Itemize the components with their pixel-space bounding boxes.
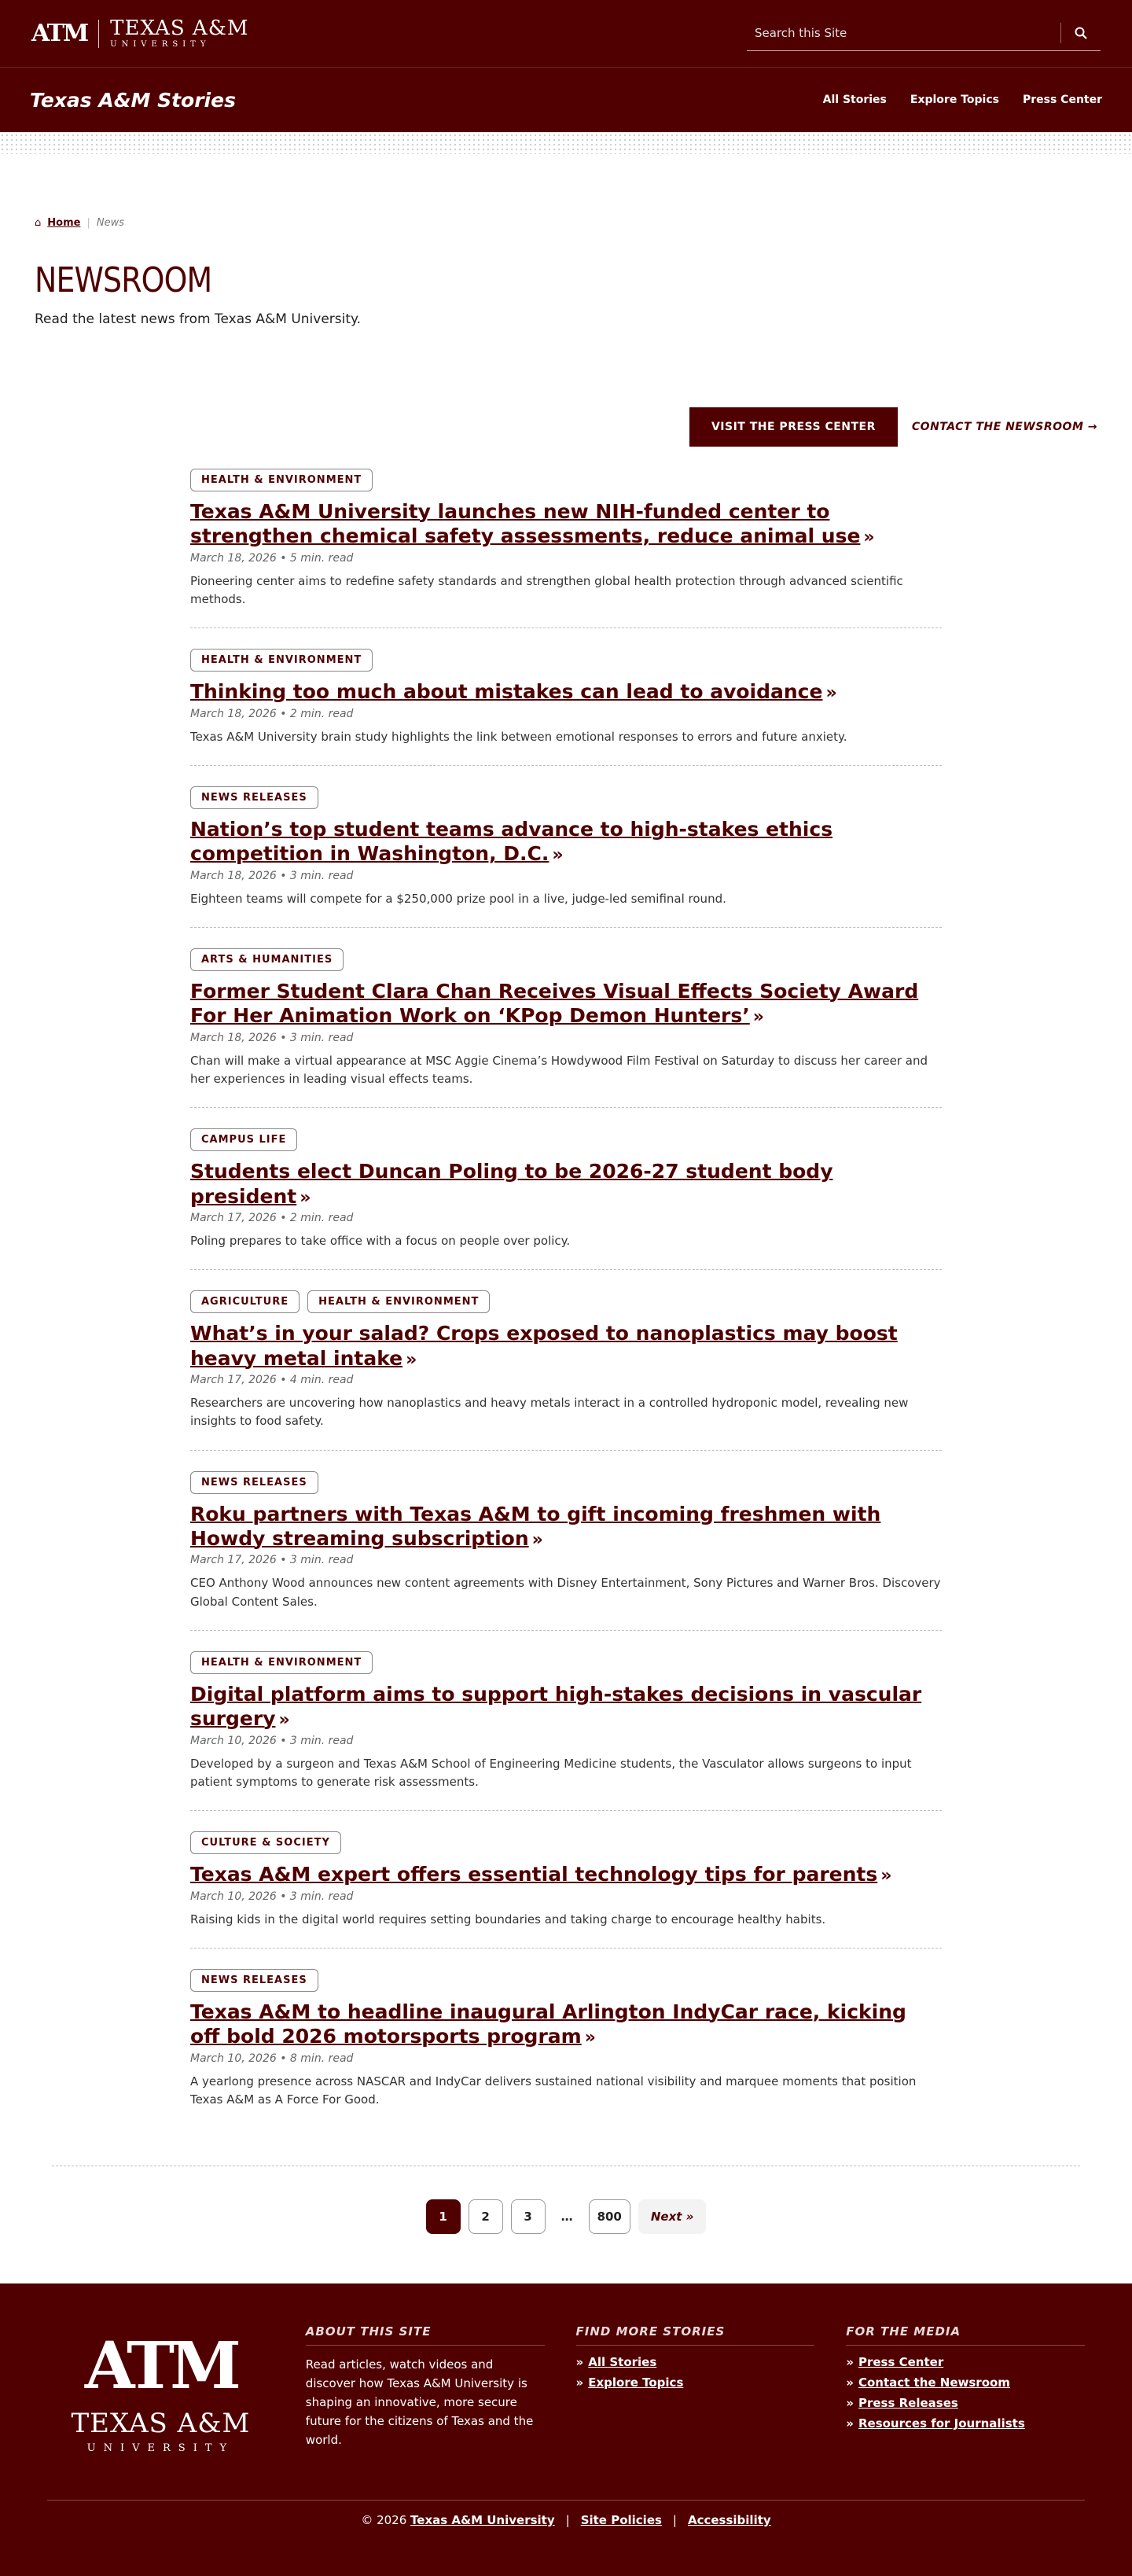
copyright-text: © 2026 (361, 2513, 407, 2527)
footer-logo[interactable] (47, 2324, 274, 2454)
topic-tag[interactable]: NEWS RELEASES (190, 1471, 318, 1494)
breadcrumb-current: News (96, 217, 124, 229)
site-footer (0, 2283, 1132, 2576)
article-title-link[interactable] (190, 2000, 906, 2048)
page-head (0, 154, 1132, 433)
article-title-link[interactable] (190, 1863, 891, 1886)
article-meta: March 18, 2026 • 5 min. read (190, 551, 354, 565)
logo-divider (98, 20, 99, 48)
search-input[interactable] (747, 26, 1060, 40)
list-item (190, 1451, 942, 1631)
article-meta: March 18, 2026 • 3 min. read (190, 1031, 354, 1044)
double-chevron-icon: » (278, 1710, 290, 1730)
list-item (190, 1949, 942, 2128)
double-chevron-icon: » (575, 2375, 584, 2390)
topic-tag[interactable]: NEWS RELEASES (190, 786, 318, 809)
topic-tag[interactable]: HEALTH & ENVIRONMENT (307, 1290, 490, 1313)
double-chevron-icon: » (880, 1866, 892, 1886)
site-subheader (0, 68, 1132, 132)
double-chevron-icon: » (300, 1187, 311, 1208)
pagination (52, 2199, 1080, 2234)
breadcrumb-separator: | (86, 217, 90, 229)
list-item (190, 628, 942, 766)
article-list (190, 469, 942, 2128)
copyright-link[interactable]: Texas A&M University (410, 2513, 555, 2527)
pagination-ellipsis: … (553, 2199, 581, 2234)
visit-press-center-button[interactable]: VISIT THE PRESS CENTER (689, 407, 898, 447)
contact-newsroom-link[interactable]: CONTACT THE NEWSROOM → (911, 421, 1097, 433)
page-last-button[interactable]: 800 (589, 2199, 630, 2234)
article-meta: March 10, 2026 • 3 min. read (190, 1734, 354, 1747)
article-summary: Researchers are uncovering how nanoplastics and heavy metals interact in a controlled hydroponic model, revealing new insights to food safety. (190, 1396, 909, 1429)
next-page-button[interactable]: Next » (638, 2199, 707, 2234)
article-title-link[interactable] (190, 1160, 833, 1207)
article-title-link[interactable] (190, 500, 875, 547)
double-chevron-icon: » (846, 2416, 854, 2431)
double-chevron-icon: » (825, 683, 837, 704)
article-title: Students elect Duncan Poling to be 2026-27 student body president (190, 1160, 833, 1208)
list-item (190, 1811, 942, 1949)
double-chevron-icon: » (846, 2355, 854, 2369)
article-summary: A yearlong presence across NASCAR and IndyCar delivers sustained national visibility and marquee moments that position Texas A&M as A Force For Good. (190, 2074, 917, 2107)
double-chevron-icon: » (584, 2028, 596, 2048)
page-title: NEWSROOM (35, 260, 212, 300)
footer-link-explore-topics[interactable]: Explore Topics (588, 2375, 684, 2390)
site-title-link[interactable]: Texas A&M Stories (30, 88, 236, 112)
list-item (190, 1108, 942, 1270)
footer-stories (576, 2324, 815, 2454)
footer-about-text: Read articles, watch videos and discover how Texas A&M University is shaping an innovative, more secure future for the citizens of Texas and the world. (305, 2357, 534, 2447)
university-logo[interactable] (31, 18, 248, 49)
article-title-link[interactable] (190, 1322, 898, 1369)
footer-link-press-center[interactable]: Press Center (858, 2355, 944, 2369)
article-title: Former Student Clara Chan Receives Visual Effects Society Award For Her Animation Work on ‘KPop Demon Hunters’ (190, 980, 919, 1028)
nav-all-stories[interactable]: All Stories (822, 94, 887, 106)
article-summary: Poling prepares to take office with a focus on people over policy. (190, 1234, 571, 1248)
search-button[interactable] (1061, 27, 1101, 39)
nav-explore-topics[interactable]: Explore Topics (910, 94, 999, 106)
site-search (747, 17, 1101, 51)
page-3-button[interactable]: 3 (511, 2199, 546, 2234)
search-icon (1075, 27, 1087, 39)
article-meta: March 10, 2026 • 8 min. read (190, 2052, 354, 2065)
article-summary: Texas A&M University brain study highlights the link between emotional responses to errors and future anxiety. (190, 729, 847, 744)
article-meta: March 18, 2026 • 3 min. read (190, 869, 354, 882)
article-meta: March 17, 2026 • 2 min. read (190, 1212, 354, 1224)
topic-tag[interactable]: CULTURE & SOCIETY (190, 1831, 341, 1854)
footer-stories-heading: FIND MORE STORIES (576, 2324, 815, 2346)
list-item (190, 1631, 942, 1811)
article-summary: CEO Anthony Wood announces new content agreements with Disney Entertainment, Sony Pictures and Warner Bros. Discovery Global Content Sales. (190, 1576, 941, 1609)
footer-about (306, 2324, 545, 2454)
list-item (190, 1270, 942, 1450)
topic-tag[interactable]: AGRICULTURE (190, 1290, 300, 1313)
main-nav (823, 94, 1102, 106)
article-summary: Developed by a surgeon and Texas A&M School of Engineering Medicine students, the Vasculator allows surgeons to input patient symptoms to generate risk assessments. (190, 1756, 912, 1789)
page-2-button[interactable]: 2 (469, 2199, 503, 2234)
article-title: Digital platform aims to support high-stakes decisions in vascular surgery (190, 1682, 922, 1730)
footer-media-heading: FOR THE MEDIA (846, 2324, 1085, 2346)
article-title: Nation’s top student teams advance to high-stakes ethics competition in Washington, D.C. (190, 818, 833, 866)
article-summary: Pioneering center aims to redefine safety standards and strengthen global health protection through advanced scientific methods. (190, 573, 903, 606)
article-summary: Raising kids in the digital world requires setting boundaries and taking charge to encourage healthy habits. (190, 1912, 826, 1926)
wordmark-line1: TEXAS A&M (110, 17, 249, 40)
top-header (0, 0, 1132, 68)
double-chevron-icon: » (575, 2355, 584, 2369)
double-chevron-icon: » (531, 1529, 543, 1550)
footer-atm-mark: ATM (84, 2328, 237, 2404)
site-policies-link[interactable]: Site Policies (580, 2513, 662, 2527)
article-meta: March 17, 2026 • 4 min. read (190, 1374, 354, 1386)
footer-separator: | (672, 2513, 677, 2527)
double-chevron-icon: » (846, 2375, 854, 2390)
double-chevron-icon: » (406, 1349, 417, 1370)
double-chevron-icon: » (863, 528, 875, 548)
wordmark (110, 18, 248, 49)
nav-press-center[interactable]: Press Center (1022, 94, 1102, 106)
topic-tag[interactable]: CAMPUS LIFE (190, 1128, 297, 1151)
footer-link-resources[interactable]: Resources for Journalists (858, 2416, 1025, 2431)
footer-media (846, 2324, 1085, 2454)
article-summary: Chan will make a virtual appearance at MSC Aggie Cinema’s Howdywood Film Festival on Saturday to discuss her career and her experiences in leading visual effects teams. (190, 1053, 928, 1086)
pagination-area (52, 2166, 1080, 2283)
topic-tag[interactable]: HEALTH & ENVIRONMENT (190, 469, 373, 491)
article-title-link[interactable] (190, 818, 832, 865)
article-title: Texas A&M expert offers essential technology tips for parents (190, 1863, 878, 1886)
article-meta: March 17, 2026 • 3 min. read (190, 1554, 354, 1567)
atm-logo-mark: ATM (31, 20, 88, 47)
article-summary: Eighteen teams will compete for a $250,000 prize pool in a live, judge-led semifinal round. (190, 891, 726, 906)
list-item (190, 766, 942, 928)
article-title: Thinking too much about mistakes can lead to avoidance (190, 680, 823, 704)
breadcrumb (35, 217, 1097, 229)
footer-about-heading: ABOUT THIS SITE (306, 2324, 545, 2346)
accessibility-link[interactable]: Accessibility (687, 2513, 771, 2527)
list-item (190, 928, 942, 1108)
article-title: What’s in your salad? Crops exposed to nanoplastics may boost heavy metal intake (190, 1322, 898, 1370)
article-title: Texas A&M University launches new NIH-funded center to strengthen chemical safety assessments, reduce animal use (190, 500, 861, 548)
footer-link-press-releases[interactable]: Press Releases (858, 2396, 958, 2410)
footer-wordmark-line2: UNIVERSITY (86, 2442, 235, 2454)
article-title: Texas A&M to headline inaugural Arlington IndyCar race, kicking off bold 2026 motorsports program (190, 2000, 906, 2048)
article-title-link[interactable] (190, 1503, 880, 1550)
article-title-link[interactable] (190, 680, 837, 703)
double-chevron-icon: » (752, 1007, 764, 1028)
article-title-link[interactable] (190, 1683, 921, 1730)
footer-bottom (47, 2500, 1085, 2527)
article-title: Roku partners with Texas A&M to gift incoming freshmen with Howdy streaming subscription (190, 1502, 881, 1550)
footer-wordmark-line1: TEXAS A&M (71, 2408, 251, 2439)
double-chevron-icon: » (552, 845, 564, 866)
footer-link-all-stories[interactable]: All Stories (588, 2355, 657, 2369)
page-intro: Read the latest news from Texas A&M University. (35, 311, 362, 327)
list-item (190, 469, 942, 628)
footer-link-contact-newsroom[interactable]: Contact the Newsroom (858, 2375, 1010, 2390)
article-meta: March 18, 2026 • 2 min. read (190, 707, 354, 720)
dotted-band (0, 132, 1132, 154)
article-title-link[interactable] (190, 980, 918, 1027)
double-chevron-icon: » (846, 2396, 854, 2410)
topic-tag[interactable]: ARTS & HUMANITIES (190, 948, 344, 971)
article-meta: March 10, 2026 • 3 min. read (190, 1890, 354, 1903)
page-actions (689, 407, 1097, 447)
topic-tag[interactable]: HEALTH & ENVIRONMENT (190, 1651, 373, 1674)
topic-tag[interactable]: HEALTH & ENVIRONMENT (190, 649, 373, 672)
wordmark-line2: UNIVERSITY (110, 40, 211, 49)
home-icon: ⌂ (35, 217, 42, 229)
page-1-button[interactable]: 1 (426, 2199, 461, 2234)
breadcrumb-home[interactable]: Home (47, 217, 81, 229)
footer-separator: | (565, 2513, 570, 2527)
topic-tag[interactable]: NEWS RELEASES (190, 1969, 318, 1992)
